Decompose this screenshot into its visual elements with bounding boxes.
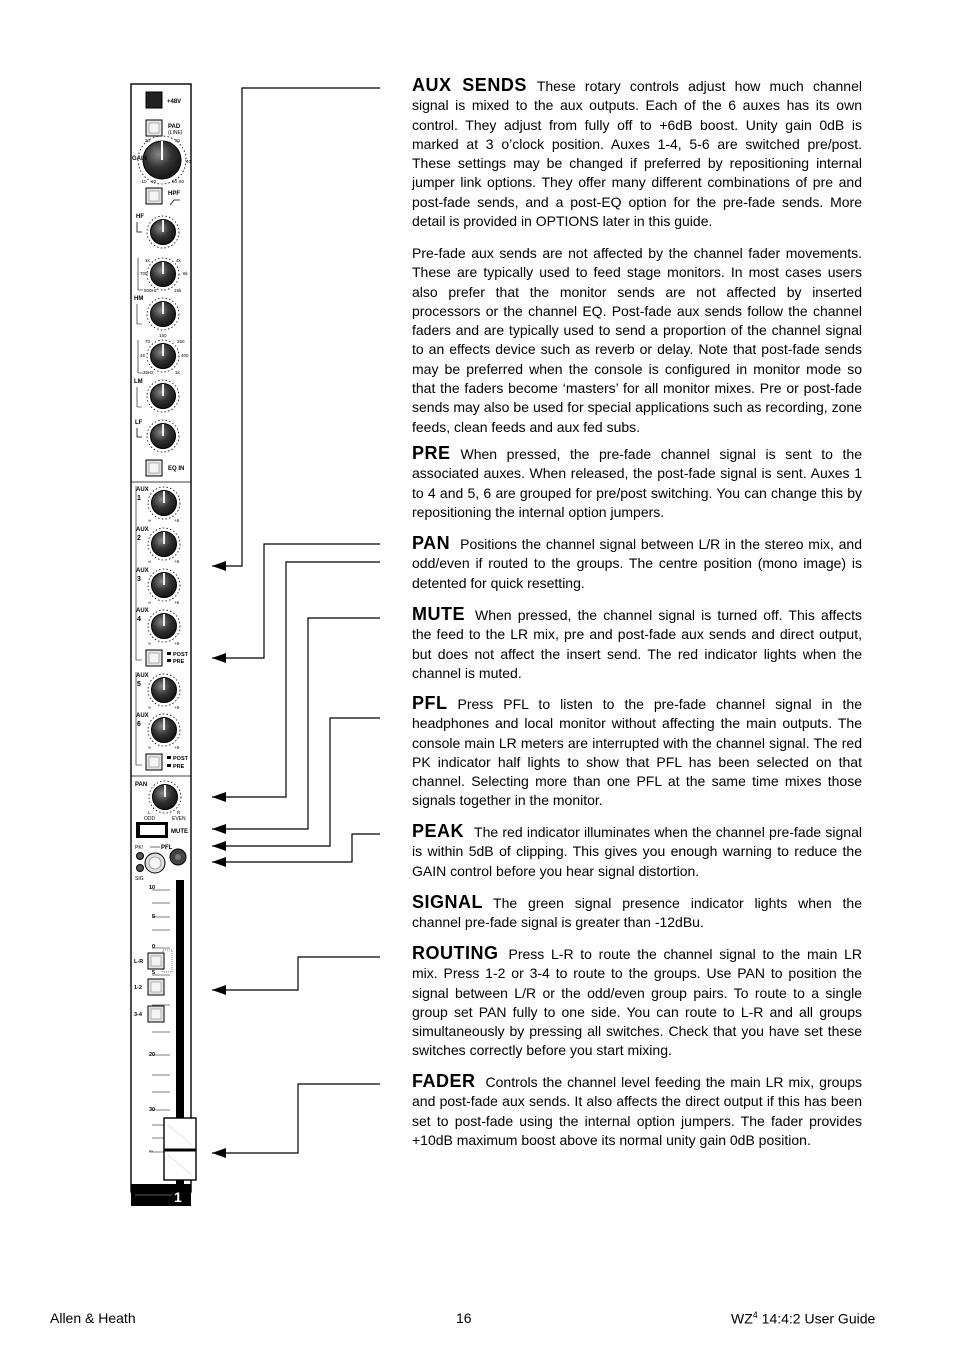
pre-label-2: PRE xyxy=(173,764,185,770)
aux6-label: AUX xyxy=(136,713,149,719)
aux6-min: ∞ xyxy=(148,745,152,750)
aux1-min: ∞ xyxy=(148,518,152,523)
channel-number: 1 xyxy=(174,1189,182,1205)
arrow-fader xyxy=(212,1148,226,1158)
lm-label: LM xyxy=(134,379,143,385)
lm-tick: 1k xyxy=(175,370,180,375)
lm-tick: 35Hz xyxy=(143,370,154,375)
hm-tick: 700 xyxy=(140,271,148,276)
aux5-max: +6 xyxy=(174,705,180,710)
aux5-number: 5 xyxy=(137,681,141,688)
callout-pan xyxy=(212,562,380,797)
callout-aux-sends xyxy=(212,88,380,566)
aux6-number: 6 xyxy=(137,721,141,728)
lm-tick: 70 xyxy=(145,339,151,344)
fader-tick: 5 xyxy=(152,914,156,920)
arrow-peak xyxy=(212,857,226,867)
aux4-number: 4 xyxy=(137,616,141,623)
gain-tick: 10 xyxy=(151,179,157,184)
aux1-number: 1 xyxy=(137,495,141,502)
aux2-label: AUX xyxy=(136,527,149,533)
aux2-min: ∞ xyxy=(148,559,152,564)
pfl-button-face xyxy=(149,857,161,869)
mute-body: When pressed, the channel signal is turned off. This affects the feed to the LR mix, pre and post-fade aux sends and direct output, but does not affect the insert send. The red indicator lights when the channel is muted. xyxy=(412,607,862,681)
pan-odd: ODD xyxy=(144,816,156,822)
aux-sends-section xyxy=(412,76,862,231)
footer-model-sup: 4 xyxy=(752,1310,758,1320)
callout-pre xyxy=(212,544,380,658)
aux-sends-body: These rotary controls adjust how much channel signal is mixed to the aux outputs. Each of the 6 auxes has its own control. They adjust from fully off to +6dB boost. Unity gain 0dB is marked at 3 o’clock position. Auxes 1-4, 5-6 are switched pre/post. These settings may be changed if preferred by repositioning internal jumper link options. They offer many different combinations of pre and post-fade sends, and a post-EQ option for the pre-fade sends. More detail is provided in OPTIONS later in this guide. xyxy=(412,78,862,230)
fader-body: Controls the channel level feeding the main LR mix, groups and post-fade aux sends. It also affects the direct output if this has been set to post-fade using the internal option jumpers. The fader provides +10dB maximum boost above its normal unity gain 0dB position. xyxy=(412,1074,862,1148)
callout-pfl xyxy=(212,718,380,846)
pre-section xyxy=(412,444,862,522)
route-1-2-button[interactable] xyxy=(148,979,164,995)
fader-tick: 10 xyxy=(149,885,156,891)
pre-label: PRE xyxy=(173,659,185,665)
hm-tick: 500Hz xyxy=(144,288,158,293)
pan-heading: PAN xyxy=(412,533,451,553)
gain-tick: 30 xyxy=(175,138,181,143)
mute-button-face xyxy=(140,825,165,835)
footer-publisher: Allen & Heath xyxy=(50,1310,136,1326)
arrow-pre xyxy=(212,653,226,663)
pfl-body: Press PFL to listen to the pre-fade channel signal in the headphones and local monitor without affecting the main outputs. The console main LR meters are interrupted with the channel signal. The red PK indicator half lights to show that PFL has been selected on that channel. Selecting more than one PFL at the same time mixes those signals together in the monitor. xyxy=(412,696,862,809)
callout-fader xyxy=(212,1084,380,1153)
hm-tick: 15k xyxy=(174,288,182,293)
aux5-min: ∞ xyxy=(148,705,152,710)
pre-body: When pressed, the pre-fade channel signal is sent to the associated auxes. When released, the post-fade signal is sent. Auxes 1 to 4 and 5, 6 are grouped for pre/post switching. You can change this by repositioning the internal option jumpers. xyxy=(412,446,862,520)
lm-tick: 250 xyxy=(177,339,185,344)
fader-heading: FADER xyxy=(412,1071,476,1091)
post-led xyxy=(167,652,171,655)
aux-sends-prefade-paragraph: Pre-fade aux sends are not affected by the channel fader movements. These are typically used to feed stage monitors. In most cases users also prefer that the monitor sends are not affected by inserted processors or the channel EQ. Post-fade aux sends follow the channel faders and are typically used to send a proportion of the channel signal to an effects device such as reverb or delay. Note that post-fade sends may be preferred when the console is configured in monitor mode so that the faders become ‘masters’ for all monitor mixes. Pre or post-fade sends may also be used for special applications such as recording, zone feeds, clean feeds and aux fed subs. xyxy=(412,245,862,435)
hpf-label: HPF xyxy=(168,191,180,197)
lm-tick: 150 xyxy=(159,333,167,338)
signal-heading: SIGNAL xyxy=(412,892,484,912)
hm-tick: 8k xyxy=(183,271,188,276)
fader-tick: ∞ xyxy=(149,1149,153,1155)
phantom-power-button[interactable] xyxy=(146,92,162,108)
lm-tick: 45 xyxy=(140,353,146,358)
hm-tick: 1k xyxy=(145,258,150,263)
aux-sends-heading: AUX SENDS xyxy=(412,75,527,95)
aux6-max: +6 xyxy=(174,745,180,750)
gain-tick: -10 xyxy=(140,179,147,184)
callout-arrowheads xyxy=(212,561,226,1158)
pan-left: L xyxy=(148,810,151,815)
pfl-section xyxy=(412,694,862,811)
footer-model: WZ xyxy=(731,1310,753,1327)
hm-label: HM xyxy=(134,296,144,302)
fader-tick: 30 xyxy=(149,1107,156,1113)
route-3-4-button[interactable] xyxy=(148,1006,164,1022)
aux3-number: 3 xyxy=(137,576,141,583)
peak-body: The red indicator illuminates when the channel pre-fade signal is within 5dB of clipping. This gives you enough warning to reduce the GAIN control before you hear signal distortion. xyxy=(412,824,862,879)
post-label-2: POST xyxy=(173,756,188,762)
route-lr-button[interactable] xyxy=(148,953,164,969)
eq-in-label: EQ IN xyxy=(168,466,185,472)
fader-tick: 20 xyxy=(149,1052,156,1058)
arrow-mute xyxy=(212,824,226,834)
pan-body: Positions the channel signal between L/R in the stereo mix, and odd/even if routed to the groups. The centre position (mono image) is detented for quick resetting. xyxy=(412,536,862,591)
routing-heading: ROUTING xyxy=(412,943,499,963)
peak-section xyxy=(412,822,862,881)
arrow-aux-sends xyxy=(212,561,226,571)
aux3-max: +6 xyxy=(174,600,180,605)
footer-title-rest: 14:4:2 User Guide xyxy=(757,1310,876,1327)
fader-section xyxy=(412,1072,862,1150)
pad-button[interactable] xyxy=(146,120,162,136)
signal-body: The green signal presence indicator lights when the channel pre-fade signal is greater than -12dBu. xyxy=(412,895,862,931)
hf-label: HF xyxy=(136,214,144,220)
gain-tick: 60 xyxy=(179,179,185,184)
lm-tick: 400 xyxy=(181,353,189,358)
gain-tick: 20 xyxy=(145,138,151,143)
pfl-heading: PFL xyxy=(412,693,448,713)
mute-section xyxy=(412,605,862,683)
aux2-max: +6 xyxy=(174,559,180,564)
fader-cap-knob-inner xyxy=(175,854,181,860)
routing-section xyxy=(412,944,862,1061)
pre-aux5-6-button[interactable] xyxy=(146,754,162,770)
peak-label: PK! xyxy=(135,845,144,851)
aux1-label: AUX xyxy=(136,487,149,493)
callout-peak xyxy=(212,834,380,862)
gain-tick: 40 xyxy=(186,159,192,164)
pre-led xyxy=(167,764,171,767)
callout-lines xyxy=(212,88,380,1153)
eq-in-button[interactable] xyxy=(146,460,162,476)
arrow-pfl xyxy=(212,841,226,851)
pan-right: R xyxy=(177,810,181,815)
line-label: (LINE) xyxy=(168,130,183,136)
aux1-max: +6 xyxy=(174,518,180,523)
gain-tick: 50 xyxy=(172,179,178,184)
aux5-label: AUX xyxy=(136,673,149,679)
post-led xyxy=(167,756,171,759)
pan-section xyxy=(412,534,862,593)
callout-routing xyxy=(212,957,380,990)
hpf-button[interactable] xyxy=(146,188,162,204)
signal-label: SIG xyxy=(135,876,144,882)
lf-label: LF xyxy=(135,420,143,426)
p48v-label: +48V xyxy=(167,99,182,105)
peak-heading: PEAK xyxy=(412,821,465,841)
pad-label: PAD xyxy=(168,124,181,130)
g34-label: 3-4 xyxy=(134,1012,142,1018)
aux4-min: ∞ xyxy=(148,641,152,646)
pre-heading: PRE xyxy=(412,443,451,463)
aux3-min: ∞ xyxy=(148,600,152,605)
fader-tick: 5 xyxy=(152,970,156,976)
pre-aux1-4-button[interactable] xyxy=(146,650,162,666)
post-label: POST xyxy=(173,652,188,658)
aux4-max: +6 xyxy=(174,641,180,646)
mute-heading: MUTE xyxy=(412,604,465,624)
gain-label: GAIN xyxy=(132,156,147,162)
aux3-label: AUX xyxy=(136,568,149,574)
hm-tick: 4k xyxy=(176,258,181,263)
signal-led xyxy=(137,865,144,872)
footer-guide-title xyxy=(731,1310,875,1327)
aux4-label: AUX xyxy=(136,608,149,614)
lr-label: L-R xyxy=(134,959,144,965)
arrow-pan xyxy=(212,792,226,802)
arrow-routing xyxy=(212,985,226,995)
pre-led xyxy=(167,659,171,662)
signal-section xyxy=(412,893,862,933)
g12-label: 1-2 xyxy=(134,985,142,991)
footer-page-number: 16 xyxy=(456,1310,472,1326)
fader-tick: 0 xyxy=(152,944,156,950)
peak-led xyxy=(137,853,144,860)
pan-even: EVEN xyxy=(172,816,186,822)
pfl-label: PFL xyxy=(161,845,173,851)
mute-label: MUTE xyxy=(171,829,188,835)
pan-label: PAN xyxy=(135,782,148,788)
aux2-number: 2 xyxy=(137,535,141,542)
routing-body: Press L-R to route the channel signal to the main LR mix. Press 1-2 or 3-4 to route to the groups. Use PAN to position the signal between L/R or the odd/even group pairs. To route to a single group set PAN fully to one side. You can route to L-R and all groups simultaneously by pressing all switches. Check that you have set these switches correctly before you start mixing. xyxy=(412,946,862,1059)
